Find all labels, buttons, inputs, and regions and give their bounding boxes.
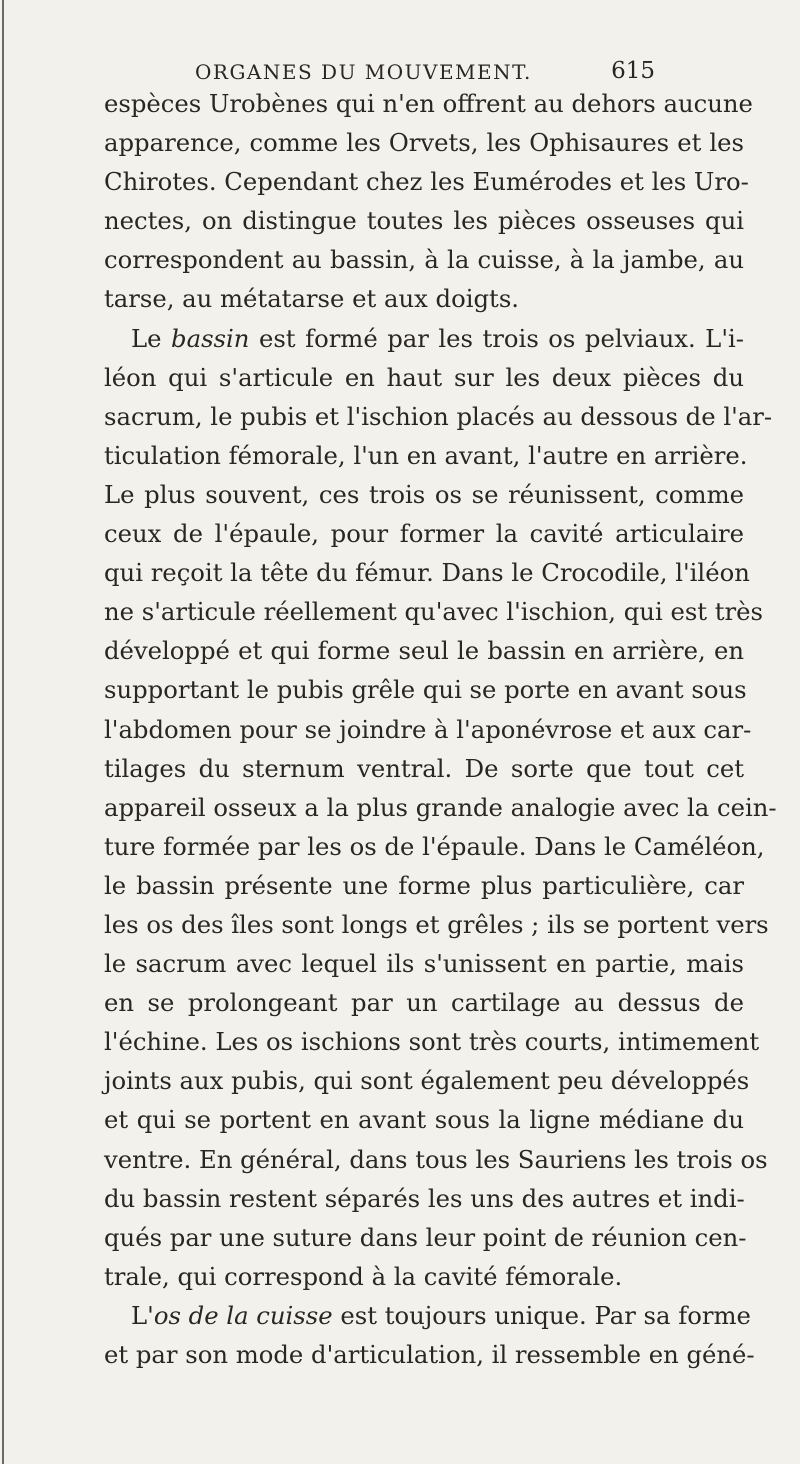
italic-term: os de la cuisse	[153, 1300, 333, 1330]
paragraph-start-cuisse	[104, 1296, 751, 1335]
lead-word: Le	[131, 323, 172, 353]
text-line: trale, qui correspond à la cavité fémorale.	[104, 1261, 623, 1291]
line-rest: est formé par les trois os pelviaux. L'i-	[249, 323, 744, 353]
page-edge-rule	[2, 0, 4, 1464]
text-line: et qui se portent en avant sous la ligne médiane du	[104, 1105, 744, 1135]
text-line: tilages du sternum ventral. De sorte que tout cet	[104, 753, 744, 783]
text-line: nectes, on distingue toutes les pièces osseuses qui	[104, 206, 744, 236]
text-line: qués par une suture dans leur point de réunion cen-	[104, 1222, 747, 1252]
body-text	[104, 84, 777, 1374]
text-line: du bassin restent séparés les uns des autres et indi-	[104, 1183, 745, 1213]
text-line: Chirotes. Cependant chez les Eumérodes et les Uro-	[104, 167, 749, 197]
text-line: espèces Urobènes qui n'en offrent au dehors aucune	[104, 89, 753, 118]
italic-term: bassin	[171, 323, 250, 353]
text-line: léon qui s'articule en haut sur les deux pièces du	[104, 362, 744, 392]
text-line: tarse, au métatarse et aux doigts.	[104, 284, 520, 314]
text-line: ne s'articule réellement qu'avec l'ischion, qui est très	[104, 597, 764, 627]
text-line: apparence, comme les Orvets, les Ophisaures et les	[104, 128, 744, 158]
paragraph-start-bassin	[104, 319, 744, 358]
text-line: qui reçoit la tête du fémur. Dans le Crocodile, l'iléon	[104, 558, 750, 588]
text-line: en se prolongeant par un cartilage au dessus de	[104, 988, 744, 1018]
text-line: joints aux pubis, qui sont également peu développés	[104, 1066, 750, 1096]
text-line: supportant le pubis grêle qui se porte en avant sous	[104, 675, 747, 705]
text-line: appareil osseux a la plus grande analogie avec la cein-	[104, 792, 777, 822]
text-line: ticulation fémorale, l'un en avant, l'autre en arrière.	[104, 440, 748, 470]
text-line: le sacrum avec lequel ils s'unissent en partie, mais	[104, 949, 744, 979]
text-line: ture formée par les os de l'épaule. Dans le Caméléon,	[104, 831, 765, 861]
text-line: sacrum, le pubis et l'ischion placés au dessous de l'ar-	[104, 401, 773, 431]
text-line: le bassin présente une forme plus particulière, car	[104, 870, 744, 900]
text-line: l'abdomen pour se joindre à l'aponévrose et aux car-	[104, 714, 752, 744]
text-line: l'échine. Les os ischions sont très courts, intimement	[104, 1027, 760, 1057]
line-rest: est toujours unique. Par sa forme	[332, 1300, 751, 1330]
text-line: développé et qui forme seul le bassin en arrière, en	[104, 636, 744, 666]
running-head: ORGANES DU MOUVEMENT.	[195, 60, 532, 84]
text-line: correspondent au bassin, à la cuisse, à la jambe, au	[104, 245, 744, 275]
text-line: et par son mode d'articulation, il ressemble en géné-	[104, 1340, 755, 1369]
lead-word: L'	[131, 1300, 154, 1330]
text-line: ventre. En général, dans tous les Sauriens les trois os	[104, 1144, 768, 1174]
text-line: les os des îles sont longs et grêles ; ils se portent vers	[104, 909, 769, 939]
text-line: ceux de l'épaule, pour former la cavité articulaire	[104, 519, 744, 549]
page-number: 615	[611, 58, 655, 84]
text-line: Le plus souvent, ces trois os se réunissent, comme	[104, 479, 744, 509]
